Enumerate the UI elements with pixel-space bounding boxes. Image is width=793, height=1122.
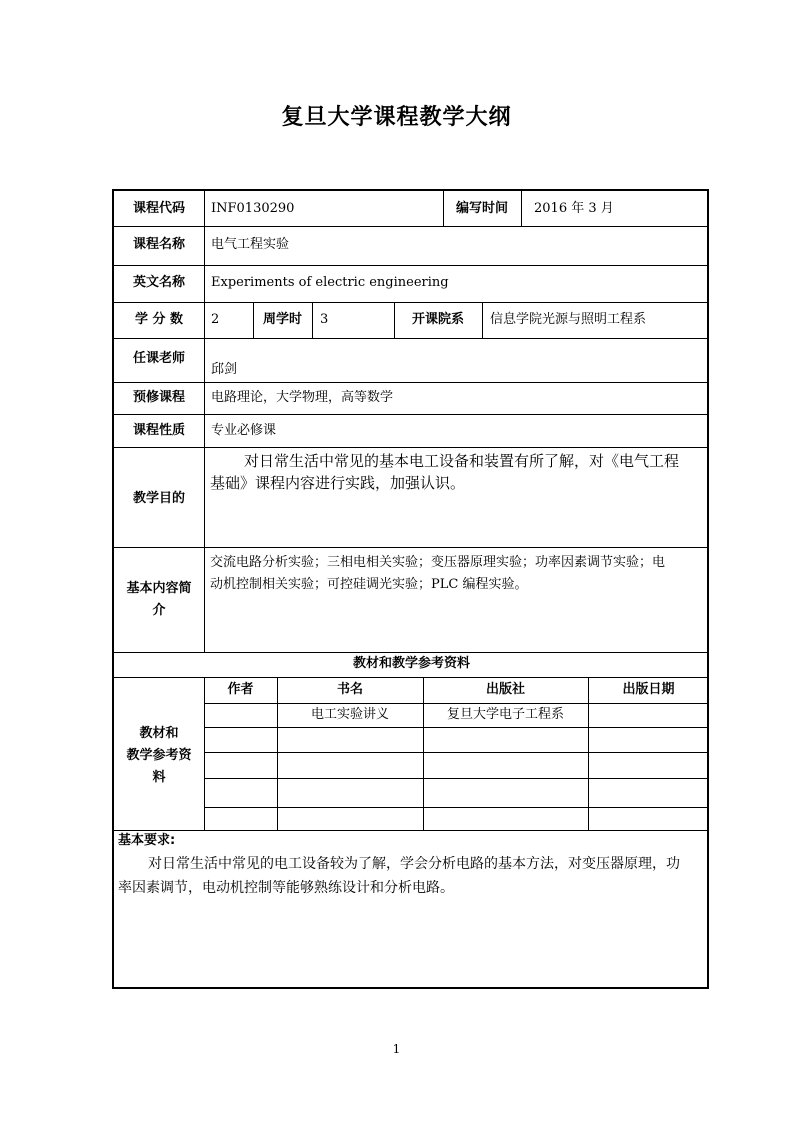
english-name-value: Experiments of electric engineering [211, 275, 449, 290]
prerequisites-label: 预修课程 [132, 390, 185, 405]
course-nature-value: 专业必修课 [211, 423, 277, 438]
content-line-1: 交流电路分析实验；三相电相关实验；变压器原理实验；功率因素调节实验；电 [210, 555, 666, 570]
materials-label-line-1: 教材和 [139, 726, 179, 741]
weekly-hours-label: 周学时 [262, 312, 302, 327]
syllabus-table [112, 189, 709, 989]
course-code-value: INF0130290 [211, 201, 295, 216]
objective-label: 教学目的 [132, 491, 185, 506]
written-time-label: 编写时间 [455, 201, 508, 216]
materials-label-line-3: 料 [152, 770, 166, 785]
objective-line-1: 对日常生活中常见的基本电工设备和装置有所了解，对《电气工程 [244, 452, 680, 470]
english-name-label: 英文名称 [132, 275, 185, 290]
requirements-line-1: 对日常生活中常见的电工设备较为了解，学会分析电路的基本方法，对变压器原理，功 [148, 856, 680, 872]
page-title: 复旦大学课程教学大纲 [281, 105, 512, 130]
header-date: 出版日期 [622, 682, 675, 697]
material-book: 电工实验讲义 [310, 707, 389, 722]
course-name-value: 电气工程实验 [211, 237, 290, 252]
department-label: 开课院系 [411, 312, 464, 327]
teacher-value: 邱剑 [211, 362, 238, 377]
weekly-hours-value: 3 [320, 312, 329, 327]
objective-line-2: 基础》课程内容进行实践，加强认识。 [210, 474, 466, 492]
teacher-label: 任课老师 [132, 351, 185, 366]
course-code-label: 课程代码 [132, 201, 185, 216]
requirements-line-2: 率因素调节，电动机控制等能够熟练设计和分析电路。 [118, 880, 454, 896]
materials-label-line-2: 教学参考资 [126, 748, 192, 763]
credits-value: 2 [211, 312, 220, 327]
header-publisher: 出版社 [485, 682, 525, 697]
content-label-line-1: 基本内容简 [126, 581, 192, 596]
requirements-label: 基本要求: [118, 833, 176, 848]
page-number: 1 [392, 1042, 401, 1056]
material-publisher: 复旦大学电子工程系 [446, 707, 564, 722]
content-line-2: 动机控制相关实验；可控硅调光实验；PLC 编程实验。 [210, 577, 528, 592]
materials-section-title: 教材和教学参考资料 [352, 656, 470, 671]
content-label-line-2: 介 [152, 603, 166, 618]
header-author: 作者 [227, 682, 254, 697]
department-value: 信息学院光源与照明工程系 [490, 312, 647, 327]
prerequisites-value: 电路理论，大学物理，高等数学 [211, 390, 394, 405]
course-nature-label: 课程性质 [132, 423, 185, 438]
credits-label: 学 分 数 [134, 312, 184, 327]
written-time-value: 2016 年 3 月 [534, 201, 614, 216]
header-book: 书名 [336, 682, 363, 697]
course-name-label: 课程名称 [132, 237, 185, 252]
